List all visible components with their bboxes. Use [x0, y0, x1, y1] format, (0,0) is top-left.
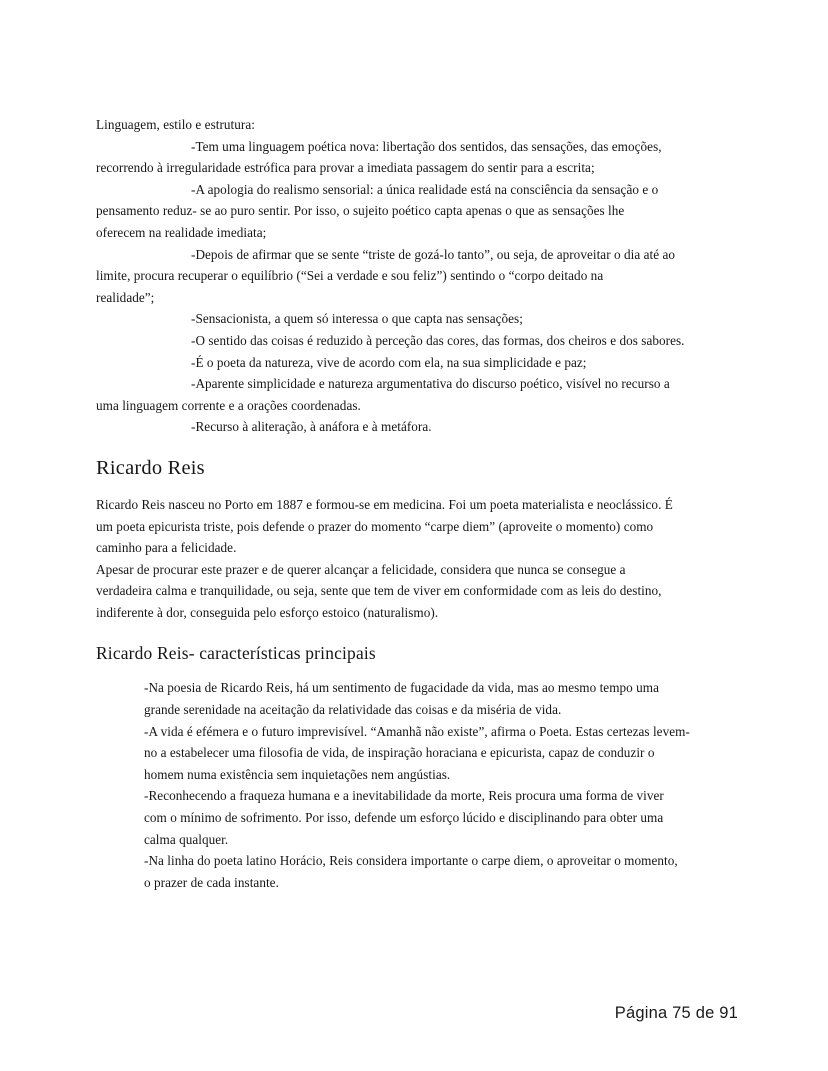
list-item — [96, 308, 737, 330]
bullet-line: recorrendo à irregularidade estrófica para provar a imediata passagem do sentir para a escrita; — [96, 160, 595, 176]
bullet-line: -O sentido das coisas é reduzido à perceção das cores, das formas, dos cheiros e dos sabores. — [191, 332, 685, 348]
bullet-line: o prazer de cada instante. — [144, 874, 279, 890]
bullet-line: -Na poesia de Ricardo Reis, há um sentimento de fugacidade da vida, mas ao mesmo tempo uma — [144, 680, 659, 696]
paragraph-line: Ricardo Reis nasceu no Porto em 1887 e formou-se em medicina. Foi um poeta materialista e neoclássico. É — [96, 496, 673, 512]
list-item — [96, 850, 737, 893]
bullet-line: realidade”; — [96, 289, 155, 305]
bullet-line: uma linguagem corrente e a orações coordenadas. — [96, 397, 361, 413]
bullet-line: com o mínimo de sofrimento. Por isso, defende um esforço lúcido e disciplinando para obter uma — [144, 810, 664, 826]
list-item — [96, 244, 737, 309]
bullet-line: -Recurso à aliteração, à anáfora e à metáfora. — [191, 419, 432, 435]
list-item — [96, 179, 737, 244]
section-heading-caracteristicas: Ricardo Reis- características principais — [96, 643, 376, 664]
bullet-line: calma qualquer. — [144, 831, 229, 847]
list-item — [96, 677, 737, 720]
spacer — [96, 481, 737, 494]
bullet-list-caracteristicas — [96, 677, 737, 893]
list-item — [96, 330, 737, 352]
paragraph-line: Apesar de procurar este prazer e de querer alcançar a felicidade, considera que nunca se consegue a — [96, 561, 626, 577]
bullet-line: pensamento reduz- se ao puro sentir. Por isso, o sujeito poético capta apenas o que as sensações lhe — [96, 203, 625, 219]
bullet-line: no a estabelecer uma filosofia de vida, de inspiração horaciana e epicurista, capaz de conduzir o — [144, 745, 655, 761]
spacer — [96, 665, 737, 677]
bullet-line: -A apologia do realismo sensorial: a única realidade está na consciência da sensação e o — [191, 181, 659, 197]
list-item — [96, 136, 737, 179]
bullet-line: homem numa existência sem inquietações nem angústias. — [144, 766, 451, 782]
list-item — [96, 721, 737, 786]
bullet-line: -É o poeta da natureza, vive de acordo com ela, na sua simplicidade e paz; — [191, 354, 587, 370]
bullet-list-linguagem — [96, 136, 737, 438]
bullet-line: -Sensacionista, a quem só interessa o que capta nas sensações; — [191, 311, 523, 327]
paragraph-line: um poeta epicurista triste, pois defende o prazer do momento “carpe diem” (aproveite o momento) como — [96, 518, 654, 534]
list-item — [96, 785, 737, 850]
bullet-line: -A vida é efémera e o futuro imprevisível. “Amanhã não existe”, afirma o Poeta. Estas certezas levem- — [144, 723, 690, 739]
paragraph — [96, 494, 737, 559]
section-heading-linguagem: Linguagem, estilo e estrutura: — [96, 117, 255, 132]
list-item — [96, 352, 737, 374]
bullet-line: -Reconhecendo a fraqueza humana e a inevitabilidade da morte, Reis procura uma forma de viver — [144, 788, 664, 804]
paragraph-line: caminho para a felicidade. — [96, 540, 237, 556]
list-item — [96, 416, 737, 438]
paragraph — [96, 559, 737, 624]
section-caracteristicas — [96, 641, 737, 893]
page-content — [96, 114, 737, 893]
bullet-line: oferecem na realidade imediata; — [96, 224, 267, 240]
section-ricardo-reis — [96, 455, 737, 624]
list-item — [96, 373, 737, 416]
spacer — [96, 623, 737, 641]
spacer — [96, 438, 737, 455]
bullet-line: -Tem uma linguagem poética nova: libertação dos sentidos, das sensações, das emoções, — [191, 138, 662, 154]
bullet-line: grande serenidade na aceitação da relatividade das coisas e da miséria de vida. — [144, 702, 562, 718]
bullet-line: -Aparente simplicidade e natureza argumentativa do discurso poético, visível no recurso a — [191, 376, 670, 392]
bullet-line: -Depois de afirmar que se sente “triste de gozá-lo tanto”, ou seja, de aproveitar o dia até ao — [191, 246, 676, 262]
page-number-footer: Página 75 de 91 — [614, 1004, 738, 1022]
paragraph-line: verdadeira calma e tranquilidade, ou seja, sente que tem de viver em conformidade com as leis do destino, — [96, 583, 662, 599]
section-heading-ricardo-reis: Ricardo Reis — [96, 456, 205, 479]
section-linguagem — [96, 114, 737, 438]
bullet-line: limite, procura recuperar o equilíbrio (“Sei a verdade e sou feliz”) sentindo o “corpo deitado na — [96, 268, 604, 284]
paragraph-line: indiferente à dor, conseguida pelo esforço estoico (naturalismo). — [96, 604, 439, 620]
bullet-line: -Na linha do poeta latino Horácio, Reis considera importante o carpe diem, o aproveitar o momento, — [144, 853, 678, 869]
